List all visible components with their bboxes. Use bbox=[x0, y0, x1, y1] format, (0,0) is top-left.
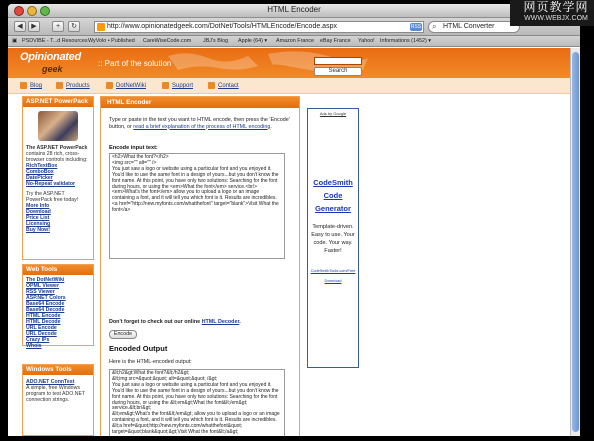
bookmark-item[interactable]: WyVolo • Published bbox=[88, 38, 135, 44]
powerpack-link[interactable]: Buy Now! bbox=[26, 227, 50, 233]
powerpack-item-link[interactable]: RichTextBox bbox=[26, 163, 58, 169]
search-icon: ⌕ bbox=[432, 22, 437, 31]
powerpack-link[interactable]: Price List bbox=[26, 215, 50, 221]
nav-blog[interactable]: Blog bbox=[30, 83, 43, 89]
bookmark-item[interactable]: Apple (64) ▾ bbox=[238, 38, 268, 44]
output-textarea[interactable]: &lt;h2&gt;What the font?&lt;/h2&gt; &lt;img src=&quot;&quot; alt=&quot;&quot; /&gt; You just saw a logo or website using a particular font and you enjoyed it. You'd like to use the same font in a design of yours...but you don't know the font name. At this point, you have only two solutions: Searching for the font during hours, or using the &lt;em&gt;What the font&lt;/em&gt; service.&lt;br/&gt; &lt;em&gt;What's the font&lt;/em&gt; allow you to upload a logo or an image containing a font, and it will tell you which font is it. Results are incredibles. &lt;a href=&quot;http://new.myfonts.com/whatthefont&quot; target=&quot;blank&quot;&gt;Visit What the font&lt;/a&gt; bbox=[109, 369, 285, 436]
ad-body: Template-driven. Easy to use. Your code. Your way. Faster! bbox=[311, 224, 355, 254]
web-tool-link[interactable]: HTML Encode bbox=[26, 313, 61, 319]
ad-url[interactable]: CodeSmithTools.com/Free bbox=[310, 269, 356, 273]
powerpack-box bbox=[22, 96, 94, 260]
title-bar bbox=[8, 4, 580, 18]
windows-tools-box bbox=[22, 364, 94, 436]
web-tool-link[interactable]: Whois bbox=[26, 343, 42, 349]
vertical-scrollbar[interactable] bbox=[570, 48, 580, 436]
web-tool-link[interactable]: URL Decode bbox=[26, 331, 57, 337]
nav-contact[interactable]: Contact bbox=[218, 83, 239, 89]
bookmark-item[interactable]: eBay France bbox=[320, 38, 351, 44]
ad-title-link[interactable]: CodeSmith Code Generator bbox=[313, 178, 353, 213]
window-title: HTML Encoder bbox=[267, 5, 321, 14]
favicon-icon bbox=[97, 23, 105, 31]
contact-icon bbox=[208, 82, 215, 89]
windows-tools-title: Windows Tools bbox=[23, 365, 93, 375]
web-tools-title: Web Tools bbox=[23, 265, 93, 275]
scrollbar-thumb[interactable] bbox=[572, 52, 579, 432]
bookmark-item[interactable]: Informations (1452) ▾ bbox=[380, 38, 431, 44]
reload-button[interactable]: ↻ bbox=[68, 21, 80, 32]
input-textarea[interactable]: <h2>What the font?</h2> <img src="" alt="" /> You just saw a logo or website using a particular font and you enjoyed it. You'd like to use the same font in a design of yours...but you don't know the font name. At this point, you have only two solutions: Searching for the font during hours, or using the <em>What the font</em> service.<br/> <em>What's the font</em> allow you to upload a logo or an image containing a font, and it will tell you which font is it. Results are incredibles. <a href="http://new.myfonts.com/whatthefont" target="blank">Visit What the font</a> bbox=[109, 153, 285, 259]
browser-toolbar bbox=[8, 18, 580, 36]
book-icon[interactable]: ▣ bbox=[12, 38, 18, 44]
nav-support[interactable]: Support bbox=[172, 83, 194, 89]
site-watermark: 网页教学网 WWW.WEBJX.COM bbox=[510, 0, 594, 26]
rss-icon[interactable]: RSS bbox=[410, 24, 422, 30]
google-ad bbox=[307, 108, 359, 368]
web-tool-link[interactable]: OPML Viewer bbox=[26, 283, 59, 289]
bookmark-item[interactable]: JBJ's Blog bbox=[203, 38, 228, 44]
back-button[interactable]: ◀ bbox=[14, 21, 26, 32]
powerpack-desc: contains 28 rich, cross-browser controls including: bbox=[26, 151, 88, 163]
output-label: Here is the HTML-encoded output: bbox=[109, 359, 192, 365]
blog-icon bbox=[20, 82, 27, 89]
bookmark-item[interactable]: CareWiseCode.com bbox=[143, 38, 192, 44]
support-icon bbox=[162, 82, 169, 89]
bookmark-item[interactable]: Yahoo! bbox=[358, 38, 375, 44]
ad-download-link[interactable]: Download bbox=[324, 279, 342, 283]
forward-button[interactable]: ▶ bbox=[28, 21, 40, 32]
nav-products[interactable]: Products bbox=[66, 83, 90, 89]
web-tool-link[interactable]: RSS Viewer bbox=[26, 289, 55, 295]
bookmark-item[interactable]: Amazon France bbox=[276, 38, 315, 44]
powerpack-link[interactable]: More Info bbox=[26, 203, 50, 209]
nav-dotnetwiki[interactable]: DotNetWiki bbox=[116, 83, 147, 89]
web-page bbox=[8, 48, 570, 436]
powerpack-item-link[interactable]: DatePicker bbox=[26, 175, 53, 181]
web-tool-link[interactable]: The DotNetWiki bbox=[26, 277, 65, 283]
powerpack-title: ASP.NET PowerPack bbox=[23, 97, 93, 107]
explanation-link[interactable]: read a brief explanation of the process of HTML encoding bbox=[133, 123, 271, 130]
address-text: http://www.opinionatedgeek.com/DotNet/Tools/HTMLEncode/Encode.aspx bbox=[107, 23, 337, 30]
site-logo[interactable]: Opinionated geek bbox=[20, 51, 81, 74]
windows-tool-link[interactable]: ADO.NET ConnTest bbox=[26, 379, 75, 385]
site-header bbox=[8, 48, 570, 78]
output-heading: Encoded Output bbox=[109, 344, 168, 353]
web-tool-link[interactable]: HTML Decode bbox=[26, 319, 61, 325]
windows-tool-desc: A simple, free Windows program to test ADO.NET connection strings. bbox=[26, 385, 86, 403]
site-search-button[interactable]: Search bbox=[314, 67, 362, 76]
powerpack-link[interactable]: Download bbox=[26, 209, 51, 215]
site-search-input[interactable] bbox=[314, 57, 362, 65]
add-bookmark-button[interactable]: + bbox=[52, 21, 64, 32]
people-photo bbox=[38, 111, 78, 141]
address-bar[interactable] bbox=[94, 21, 424, 33]
bookmark-item[interactable]: PSDVIBE - T...d Resources bbox=[22, 38, 88, 44]
web-tool-link[interactable]: Base64 Decode bbox=[26, 307, 65, 313]
decoder-note: Don't forget to check out our online HTML Decoder. bbox=[109, 319, 241, 325]
html-decoder-link[interactable]: HTML Decoder bbox=[201, 319, 240, 325]
input-label: Encode input text: bbox=[109, 145, 158, 151]
web-tool-link[interactable]: URL Encode bbox=[26, 325, 57, 331]
main-title: HTML Encoder bbox=[101, 97, 299, 108]
intro-paragraph: Type or paste in the text you want to HTML encode, then press the 'Encode' button, or read a brief explanation of the process of HTML encoding. bbox=[109, 117, 290, 130]
powerpack-item-link[interactable]: ComboBox bbox=[26, 169, 54, 175]
powerpack-item-link[interactable]: No-Repeat validator bbox=[26, 181, 76, 187]
ads-by-google[interactable]: Ads by Google bbox=[319, 111, 347, 116]
main-content bbox=[100, 96, 300, 436]
web-tool-link[interactable]: Crazy IPs bbox=[26, 337, 50, 343]
products-icon bbox=[56, 82, 63, 89]
powerpack-try: Try the ASP.NET PowerPack free today! bbox=[26, 191, 79, 203]
web-tools-box bbox=[22, 264, 94, 349]
powerpack-desc-bold: The ASP.NET PowerPack bbox=[26, 145, 88, 151]
bookmarks-bar bbox=[8, 36, 580, 47]
browser-search-field[interactable] bbox=[428, 21, 520, 33]
web-tool-link[interactable]: Base64 Encode bbox=[26, 301, 65, 307]
encode-button[interactable]: Encode bbox=[109, 330, 137, 339]
site-nav bbox=[8, 78, 570, 94]
powerpack-link[interactable]: Licensing bbox=[26, 221, 51, 227]
web-tool-link[interactable]: ASP.NET Colors bbox=[26, 295, 66, 301]
wiki-icon bbox=[106, 82, 113, 89]
browser-search-value: HTML Converter bbox=[443, 23, 495, 30]
browser-window bbox=[8, 4, 580, 436]
tagline: :: Part of the solution bbox=[98, 59, 172, 68]
